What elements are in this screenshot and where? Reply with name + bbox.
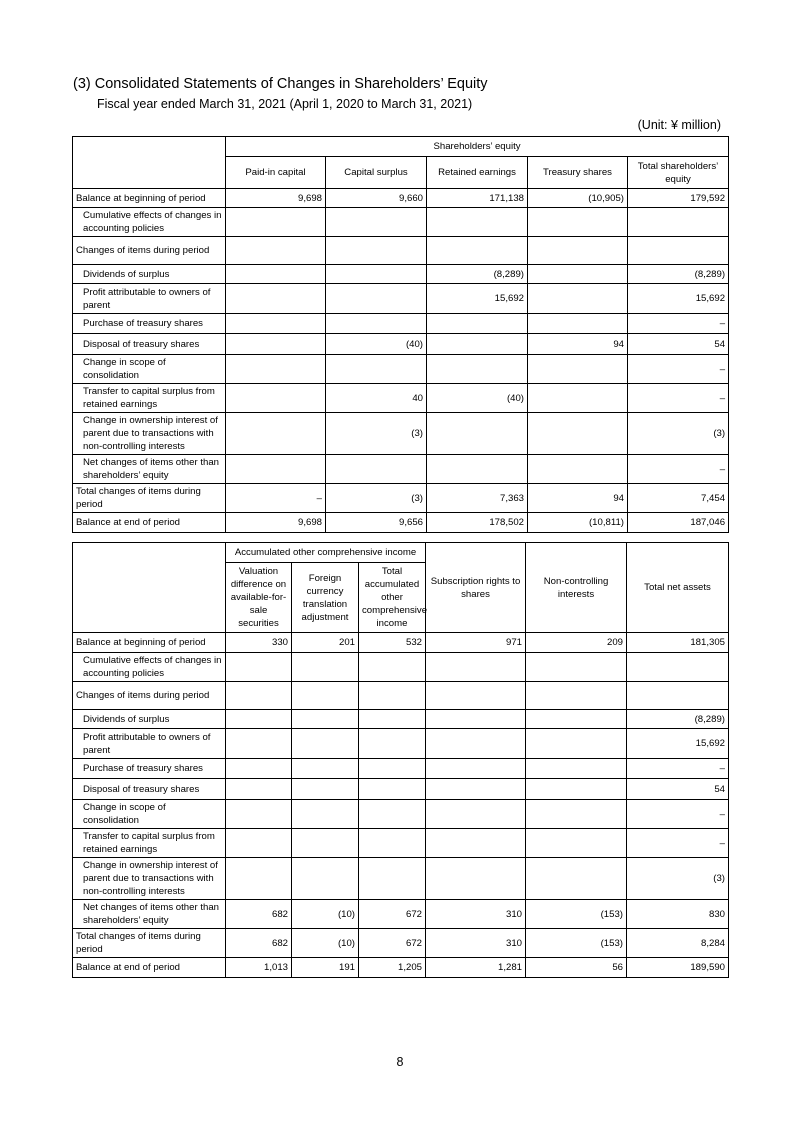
value-cell [628, 208, 729, 237]
value-cell [528, 265, 628, 284]
value-cell [359, 858, 426, 900]
value-cell [292, 779, 359, 800]
col-header: Paid-in capital [226, 157, 326, 189]
value-cell: 1,281 [426, 958, 526, 978]
value-cell [528, 237, 628, 265]
value-cell [426, 682, 526, 710]
sub-col-header: Foreign currency translation adjustment [292, 563, 359, 633]
value-cell: 15,692 [628, 284, 729, 314]
value-cell [326, 455, 427, 484]
value-cell [359, 800, 426, 829]
value-cell [226, 455, 326, 484]
value-cell [427, 314, 528, 334]
value-cell: 15,692 [427, 284, 528, 314]
value-cell: 54 [627, 779, 729, 800]
value-cell: 9,656 [326, 513, 427, 533]
value-cell [226, 284, 326, 314]
value-cell: 672 [359, 929, 426, 958]
value-cell: 54 [628, 334, 729, 355]
value-cell [292, 800, 359, 829]
value-cell [528, 208, 628, 237]
row-label: Total changes of items during period [73, 929, 226, 958]
value-cell [226, 729, 292, 759]
value-cell [226, 759, 292, 779]
table-row [73, 633, 729, 653]
table-row [73, 384, 729, 413]
row-label: Cumulative effects of changes in accounting policies [73, 653, 226, 682]
value-cell: (10,905) [528, 189, 628, 208]
value-cell [526, 829, 627, 858]
value-cell [226, 384, 326, 413]
unit-label: (Unit: ¥ million) [637, 118, 721, 132]
row-label: Change in ownership interest of parent due to transactions with non-controlling interests [73, 413, 226, 455]
table-row [73, 208, 729, 237]
value-cell [226, 653, 292, 682]
value-cell: 8,284 [627, 929, 729, 958]
table-row [73, 800, 729, 829]
value-cell [359, 729, 426, 759]
col-header: Total net assets [627, 543, 729, 633]
table-row [73, 484, 729, 513]
value-cell [292, 710, 359, 729]
row-label: Disposal of treasury shares [73, 334, 226, 355]
value-cell: 682 [226, 900, 292, 929]
value-cell: 181,305 [627, 633, 729, 653]
value-cell: 15,692 [627, 729, 729, 759]
value-cell [226, 314, 326, 334]
value-cell [292, 759, 359, 779]
value-cell [528, 314, 628, 334]
table-row [73, 314, 729, 334]
row-label: Changes of items during period [73, 237, 226, 265]
table-row [73, 237, 729, 265]
value-cell: (3) [627, 858, 729, 900]
value-cell: 9,698 [226, 513, 326, 533]
table-row [73, 682, 729, 710]
value-cell: – [627, 829, 729, 858]
col-header: Capital surplus [326, 157, 427, 189]
value-cell [226, 829, 292, 858]
table-row [73, 413, 729, 455]
value-cell: (3) [326, 484, 427, 513]
value-cell [427, 413, 528, 455]
value-cell [427, 237, 528, 265]
table-row [73, 759, 729, 779]
value-cell: 310 [426, 900, 526, 929]
value-cell [226, 682, 292, 710]
value-cell: (3) [326, 413, 427, 455]
value-cell [359, 779, 426, 800]
col-header: Non-controlling interests [526, 543, 627, 633]
table-row [73, 829, 729, 858]
group-header: Accumulated other comprehensive income [226, 543, 426, 563]
table-row [73, 779, 729, 800]
value-cell: 201 [292, 633, 359, 653]
group-header: Shareholders’ equity [226, 137, 729, 157]
row-label: Profit attributable to owners of parent [73, 284, 226, 314]
value-cell: – [628, 384, 729, 413]
value-cell [426, 800, 526, 829]
table-row [73, 653, 729, 682]
row-label: Purchase of treasury shares [73, 759, 226, 779]
table-row [73, 710, 729, 729]
value-cell: 7,363 [427, 484, 528, 513]
value-cell: 56 [526, 958, 627, 978]
table-row [73, 929, 729, 958]
report-subtitle: Fiscal year ended March 31, 2021 (April 1, 2020 to March 31, 2021) [97, 97, 473, 111]
value-cell: (10) [292, 900, 359, 929]
value-cell [426, 829, 526, 858]
value-cell: – [628, 314, 729, 334]
sub-col-header: Valuation difference on available-for-sale securities [226, 563, 292, 633]
value-cell [426, 710, 526, 729]
page-number: 8 [396, 1055, 404, 1069]
value-cell: (8,289) [427, 265, 528, 284]
value-cell [427, 455, 528, 484]
value-cell: 9,660 [326, 189, 427, 208]
value-cell: – [627, 800, 729, 829]
value-cell: 310 [426, 929, 526, 958]
table-row [73, 334, 729, 355]
value-cell [292, 858, 359, 900]
value-cell: 178,502 [427, 513, 528, 533]
table-row [73, 858, 729, 900]
value-cell: 330 [226, 633, 292, 653]
value-cell [426, 858, 526, 900]
value-cell: 7,454 [628, 484, 729, 513]
row-label: Balance at beginning of period [73, 189, 226, 208]
row-label: Dividends of surplus [73, 265, 226, 284]
row-label: Total changes of items during period [73, 484, 226, 513]
corner-cell [73, 543, 226, 633]
value-cell: 171,138 [427, 189, 528, 208]
value-cell: (10) [292, 929, 359, 958]
row-label: Transfer to capital surplus from retained earnings [73, 829, 226, 858]
col-header: Subscription rights to shares [426, 543, 526, 633]
comprehensive-income-table [72, 542, 729, 978]
col-header: Retained earnings [427, 157, 528, 189]
row-label: Change in scope of consolidation [73, 800, 226, 829]
row-label: Changes of items during period [73, 682, 226, 710]
row-label: Change in scope of consolidation [73, 355, 226, 384]
value-cell: (40) [326, 334, 427, 355]
value-cell: 94 [528, 484, 628, 513]
value-cell: 209 [526, 633, 627, 653]
row-label: Change in ownership interest of parent due to transactions with non-controlling interests [73, 858, 226, 900]
value-cell [226, 710, 292, 729]
value-cell [226, 208, 326, 237]
value-cell: 187,046 [628, 513, 729, 533]
value-cell: (153) [526, 900, 627, 929]
value-cell [526, 653, 627, 682]
value-cell [359, 829, 426, 858]
value-cell [326, 265, 427, 284]
value-cell [292, 653, 359, 682]
value-cell [359, 710, 426, 729]
value-cell [326, 237, 427, 265]
value-cell: (153) [526, 929, 627, 958]
value-cell: 179,592 [628, 189, 729, 208]
value-cell [426, 653, 526, 682]
row-label: Purchase of treasury shares [73, 314, 226, 334]
value-cell [226, 779, 292, 800]
row-label: Cumulative effects of changes in accounting policies [73, 208, 226, 237]
value-cell [528, 284, 628, 314]
value-cell [627, 653, 729, 682]
value-cell [528, 355, 628, 384]
value-cell [426, 729, 526, 759]
value-cell [627, 682, 729, 710]
value-cell [426, 779, 526, 800]
value-cell: 672 [359, 900, 426, 929]
value-cell: (10,811) [528, 513, 628, 533]
report-title: (3) Consolidated Statements of Changes in Shareholders’ Equity [73, 76, 488, 92]
table-row [73, 355, 729, 384]
sub-col-header: Total accumulated other comprehensive income [359, 563, 426, 633]
value-cell [359, 682, 426, 710]
value-cell [226, 265, 326, 284]
row-label: Transfer to capital surplus from retained earnings [73, 384, 226, 413]
value-cell [226, 334, 326, 355]
value-cell [226, 355, 326, 384]
value-cell [226, 800, 292, 829]
value-cell [427, 334, 528, 355]
value-cell [526, 800, 627, 829]
value-cell [427, 208, 528, 237]
value-cell [292, 829, 359, 858]
value-cell: 971 [426, 633, 526, 653]
table-row [73, 455, 729, 484]
row-label: Disposal of treasury shares [73, 779, 226, 800]
value-cell: – [226, 484, 326, 513]
value-cell [359, 653, 426, 682]
value-cell: – [628, 355, 729, 384]
col-header: Total shareholders’ equity [628, 157, 729, 189]
corner-cell [73, 137, 226, 189]
shareholders-equity-table [72, 136, 729, 533]
value-cell [628, 237, 729, 265]
value-cell: 94 [528, 334, 628, 355]
value-cell [528, 413, 628, 455]
col-header: Treasury shares [528, 157, 628, 189]
value-cell [359, 759, 426, 779]
value-cell [292, 729, 359, 759]
row-label: Balance at end of period [73, 958, 226, 978]
value-cell [526, 710, 627, 729]
value-cell: 40 [326, 384, 427, 413]
value-cell: 191 [292, 958, 359, 978]
value-cell [526, 682, 627, 710]
value-cell [326, 314, 427, 334]
value-cell: (8,289) [628, 265, 729, 284]
value-cell: 9,698 [226, 189, 326, 208]
value-cell [326, 355, 427, 384]
table-row [73, 900, 729, 929]
value-cell [528, 455, 628, 484]
table-row [73, 513, 729, 533]
value-cell: 1,013 [226, 958, 292, 978]
table-row [73, 265, 729, 284]
value-cell: 682 [226, 929, 292, 958]
value-cell [326, 208, 427, 237]
value-cell [226, 858, 292, 900]
value-cell: – [628, 455, 729, 484]
value-cell [526, 779, 627, 800]
value-cell: 830 [627, 900, 729, 929]
value-cell [426, 759, 526, 779]
table-row [73, 958, 729, 978]
table-row [73, 189, 729, 208]
row-label: Balance at beginning of period [73, 633, 226, 653]
row-label: Dividends of surplus [73, 710, 226, 729]
value-cell: 1,205 [359, 958, 426, 978]
value-cell [427, 355, 528, 384]
value-cell [292, 682, 359, 710]
table-row [73, 729, 729, 759]
row-label: Net changes of items other than shareholders’ equity [73, 455, 226, 484]
value-cell [226, 413, 326, 455]
value-cell: (40) [427, 384, 528, 413]
value-cell: 532 [359, 633, 426, 653]
value-cell: 189,590 [627, 958, 729, 978]
value-cell [226, 237, 326, 265]
value-cell: (3) [628, 413, 729, 455]
value-cell: (8,289) [627, 710, 729, 729]
row-label: Balance at end of period [73, 513, 226, 533]
row-label: Net changes of items other than shareholders’ equity [73, 900, 226, 929]
value-cell [526, 729, 627, 759]
value-cell [526, 858, 627, 900]
value-cell [528, 384, 628, 413]
row-label: Profit attributable to owners of parent [73, 729, 226, 759]
value-cell [326, 284, 427, 314]
table-row [73, 284, 729, 314]
value-cell [526, 759, 627, 779]
value-cell: – [627, 759, 729, 779]
